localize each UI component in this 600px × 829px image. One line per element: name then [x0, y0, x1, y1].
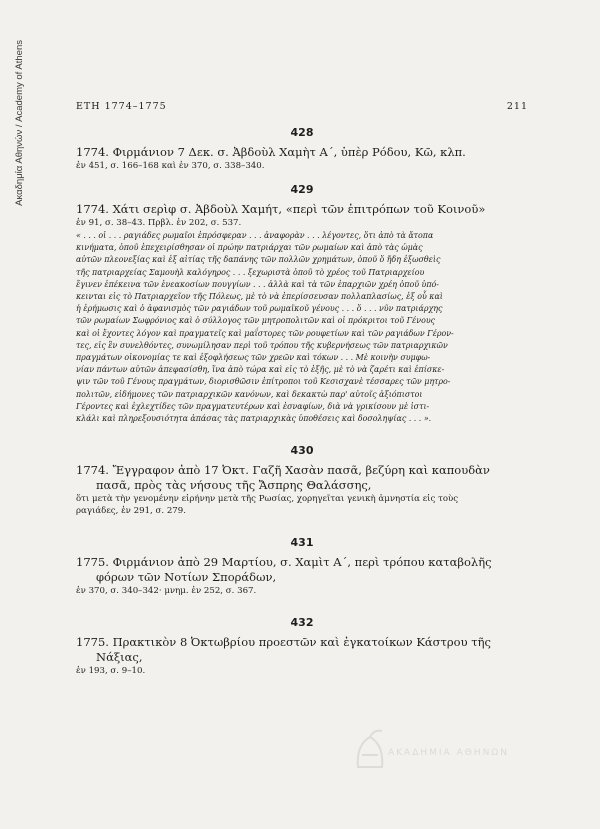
quote-line: πραγμάτων οἰκονομίας τε καὶ ἐξοφλήσεως τῶν χρεῶν καὶ τόκων . . . Μὲ κοινὴν συμφω- [76, 353, 431, 363]
quote-line: πολιτῶν, εἰδήμονες τῶν πατριαρχικῶν κανόνων, καὶ δεκακτὼ παρ' αὐτοῖς ἀξιόπιστοι [76, 389, 423, 399]
entry-heading-line: πασᾶ, πρὸς τὰς νήσους τῆς Ἄσπρης Θαλάσσης, [96, 478, 372, 493]
quote-line: τες, εἰς ἓν συνελθόντες, συνωμίλησαν περὶ τοῦ τρόπου τῆς κυβερνήσεως τῶν πατριαρχικῶν [76, 340, 448, 350]
entry-heading-line: Νάξιας, [96, 650, 143, 665]
entry-reference: ἐν 451, σ. 166–168 καὶ ἐν 370, σ. 338–340. [76, 161, 265, 171]
quote-line: ἡ ἐρήμωσις καὶ ὁ ἀφανισμὸς τῶν ραγιάδων τοῦ ρωμαϊκοῦ γένους . . . ὅ . . . νῦν πατριάρχης [76, 304, 443, 314]
quoted-excerpt [76, 230, 528, 425]
entry-431 [76, 536, 528, 597]
running-head [76, 101, 528, 112]
entry-heading-line: 1775. Φιρμάνιον ἀπὸ 29 Μαρτίου, σ. Χαμὶτ Α΄, περὶ τρόπου καταβολῆς [76, 555, 492, 570]
entry-number: 429 [290, 183, 314, 196]
quote-line: ἔγινεν ἐπέκεινα τῶν ἑνεακοσίων πουγγίων . . . ἀλλὰ καὶ τὰ τῶν ἐπαρχιῶν χρέη ὁποῦ ὑπό- [76, 279, 439, 289]
entry-heading-line: 1775. Πρακτικὸν 8 Ὀκτωβρίου προεστῶν καὶ ἐγκατοίκων Κάστρου τῆς [76, 635, 491, 650]
quote-line: « . . . οἱ . . . ραγιάδες ρωμαῖοι ἐπρόσφεραν . . . ἀναφορὰν . . . λέγοντες, ὅτι ἀπὸ τὰ ἄτοπα [76, 231, 434, 240]
entry-summary-line: ὅτι μετὰ τὴν γενομένην εἰρήνην μετὰ τῆς Ρωσίας, χορηγεῖται γενικὴ ἀμνηστία εἰς τοὺς [76, 494, 459, 505]
running-head-title: ΕΤΗ 1774–1775 [76, 101, 167, 112]
quote-line: κλάλι καὶ πληρεξουσιότητα ἁπάσας τὰς πατριαρχικὰς ὑποθέσεις καὶ δοσοληψίας . . . ». [76, 414, 432, 424]
entry-heading: 1774. Φιρμάνιον 7 Δεκ. σ. Ἀβδοὺλ Χαμὴτ Α΄, ὑπὲρ Ρόδου, Κῶ, κλπ. [76, 145, 466, 159]
entry-reference: ἐν 91, σ. 38–43. Πρβλ. ἐν 202, σ. 537. [76, 218, 242, 228]
document-body [76, 126, 528, 677]
quote-line: Γέροντες καὶ ἐχλεχτίδες τῶν πραγματευτέρων καὶ ἐσναφίων, διὰ νὰ γρικίσουν μὲ ἰστι- [76, 401, 430, 411]
quote-line: κεινται εἰς τὸ Πατριαρχεῖον τῆς Πόλεως, μὲ τὸ νὰ ἐπερίσσευσαν πολλαπλασίως, ἐξ οὗ καὶ [76, 292, 443, 302]
academy-helmet-watermark-icon [350, 727, 390, 777]
entry-reference: ἐν 193, σ. 9–10. [76, 666, 146, 677]
quote-line: αὐτῶν πλεονεξίας καὶ ἐξ αἰτίας τῆς δαπάνης τῶν πολλῶν χρημάτων, ὁποῦ ὅ ἤδη ἐξωσθεὶς [76, 255, 441, 265]
entry-number: 430 [290, 444, 314, 458]
entry-430 [76, 444, 528, 517]
entry-heading: 1774. Χάτι σερὶφ σ. Ἀβδοὺλ Χαμήτ, «περὶ τῶν ἐπιτρόπων τοῦ Κοινοῦ» [76, 202, 486, 216]
entry-429 [76, 183, 528, 425]
quote-line: τῶν ρωμαίων Σωφρόνιος καὶ ὁ σύλλογος τῶν μητροπολιτῶν καὶ οἱ πρόκριτοι τοῦ Γένους [76, 316, 436, 326]
entry-432 [76, 616, 528, 677]
entry-heading-line: φόρων τῶν Νοτίων Σποράδων, [96, 570, 277, 585]
entry-reference: ἐν 370, σ. 340–342· μνημ. ἐν 252, σ. 367. [76, 586, 257, 597]
archive-sidebar-label: Ακαδημία Αθηνών / Academy of Athens [14, 40, 25, 206]
entry-428 [76, 126, 528, 172]
academy-watermark: ΑΚΑΔΗΜΙΑ ΑΘΗΝΩΝ [388, 748, 509, 758]
entry-heading-line: 1774. Ἔγγραφον ἀπὸ 17 Ὀκτ. Γαζῆ Χασὰν πασᾶ, βεζύρη καὶ καπουδὰν [76, 463, 490, 478]
entry-number: 428 [290, 126, 314, 139]
quote-line: τῆς πατριαρχείας Σαμουὴλ καλόγηρος . . . ξεχωριστὰ ὁποῦ τὸ χρέος τοῦ Πατριαρχείου [76, 267, 425, 277]
quote-line: κινήματα, ὁποῦ ἐπεχειρίσθησαν οἱ πρώην πατριάρχαι τῶν ρωμαίων καὶ ἀπὸ τὰς ὡμὰς [76, 243, 423, 253]
entry-summary-line: ραγιάδες, ἐν 291, σ. 279. [76, 506, 186, 517]
quote-line: νίαν πάντων αὐτῶν ἀπεφασίσθη, ἵνα ἀπὸ τώρα καὶ εἰς τὸ ἑξῆς, μὲ τὸ νὰ ζαρέτι καὶ ἐπίσκε- [76, 365, 445, 375]
entry-number: 431 [290, 536, 314, 550]
entry-number: 432 [290, 616, 314, 630]
quote-line: ψιν τῶν τοῦ Γένους πραγμάτων, διορισθῶσιν ἐπίτροποι τοῦ Κεσισχανὲ τέσσαρες τῶν μητρο- [76, 377, 451, 387]
quote-line: καὶ οἱ ἔχοντες λόγον καὶ πραγματεῖς καὶ μαΐστορες τῶν ρουφετίων καὶ τῶν ραγιάδων Γέρον- [76, 328, 454, 338]
page-number: 211 [506, 101, 528, 112]
